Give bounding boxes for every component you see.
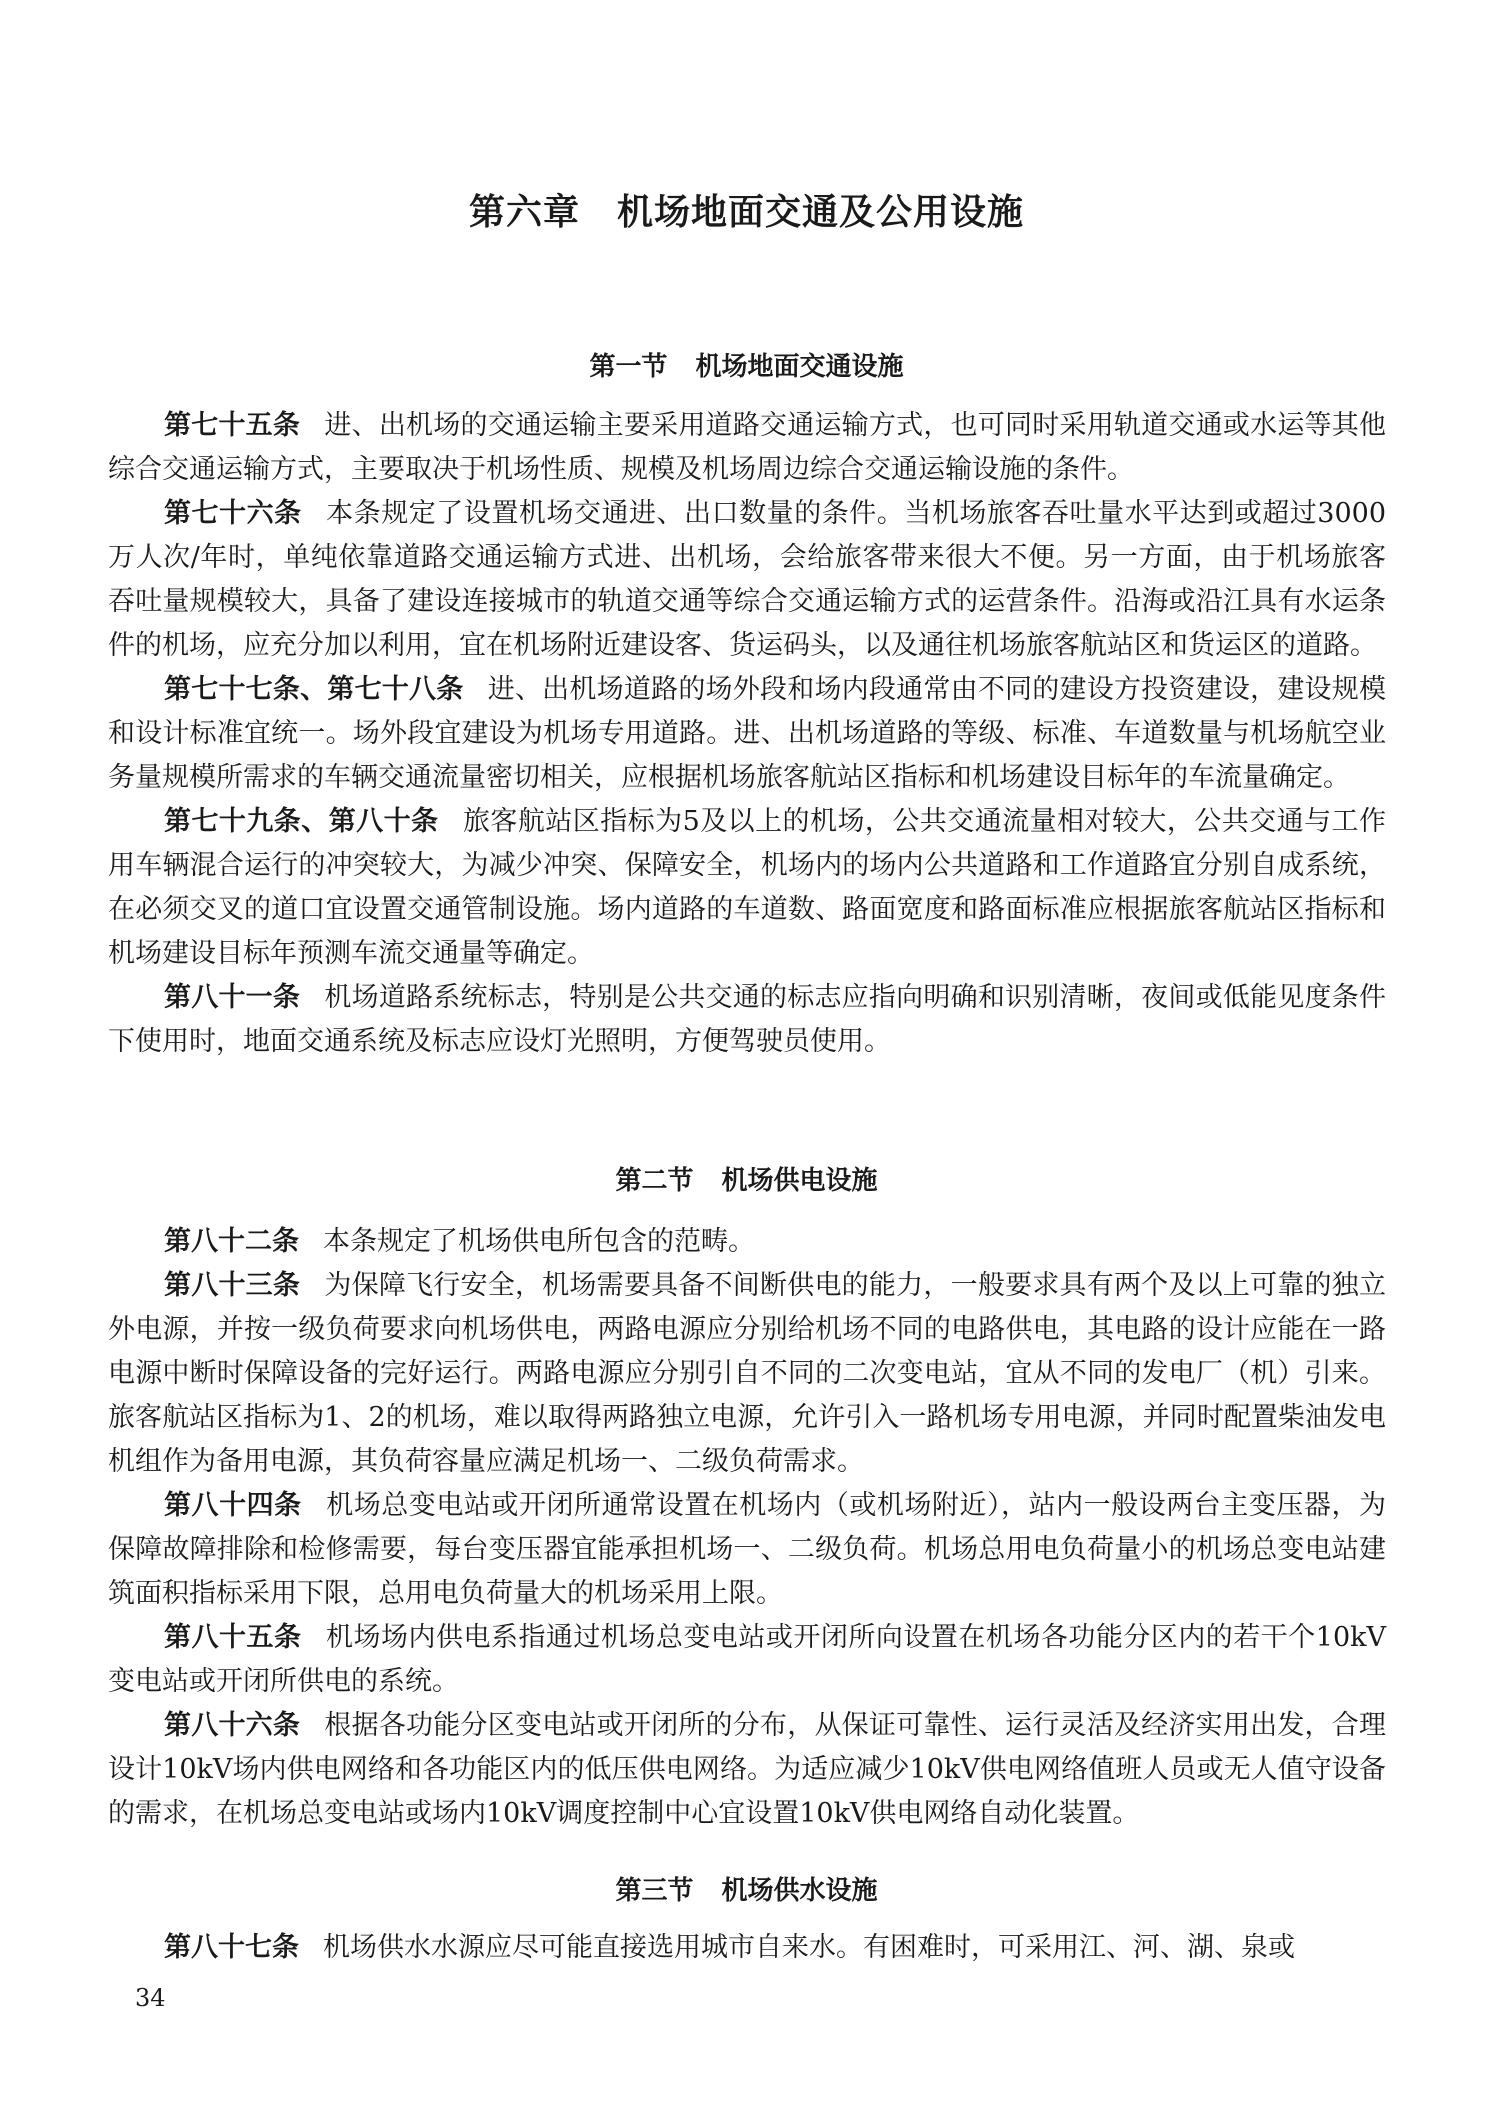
article-paragraph [108,1704,1386,1836]
section-title [0,1870,1493,1907]
article-paragraph [108,1264,1386,1484]
article-label: 第七十六条 [164,498,302,529]
article-paragraph [108,1926,1386,1970]
article-paragraph [108,404,1386,492]
article-paragraph [108,1616,1386,1704]
section-number: 第三节 [615,1876,694,1906]
article-paragraph [108,800,1386,976]
section-number: 第二节 [615,1166,694,1196]
article-text: 进、出机场道路的场外段和场内段通常由不同的建设方投资建设，建设规模和设计标准宜统一。场外段宜建设为机场专用道路。进、出机场道路的等级、标准、车道数量与机场航空业务量规模所需求的车辆交通流量密切相关，应根据机场旅客航站区指标和机场建设目标年的车流量确定。 [108,674,1386,793]
article-text: 旅客航站区指标为5及以上的机场，公共交通流量相对较大，公共交通与工作用车辆混合运行的冲突较大，为减少冲突、保障安全，机场内的场内公共道路和工作道路宜分别自成系统，在必须交叉的道口宜设置交通管制设施。场内道路的车道数、路面宽度和路面标准应根据旅客航站区指标和机场建设目标年预测车流交通量等确定。 [108,806,1387,969]
article-text: 为保障飞行安全，机场需要具备不间断供电的能力，一般要求具有两个及以上可靠的独立外电源，并按一级负荷要求向机场供电，两路电源应分别给机场不同的电路供电，其电路的设计应能在一路电源中断时保障设备的完好运行。两路电源应分别引自不同的二次变电站，宜从不同的发电厂（机）引来。旅客航站区指标为1、2的机场，难以取得两路独立电源，允许引入一路机场专用电源，并同时配置柴油发电机组作为备用电源，其负荷容量应满足机场一、二级负荷需求。 [108,1270,1387,1477]
article-label: 第八十五条 [164,1622,302,1653]
article-label: 第八十六条 [164,1710,301,1741]
section-body [108,404,1386,1064]
section-body [108,1926,1386,1970]
article-label: 第八十七条 [164,1932,299,1963]
article-text: 根据各功能分区变电站或开闭所的分布，从保证可靠性、运行灵活及经济实用出发，合理设计10kV场内供电网络和各功能区内的低压供电网络。为适应减少10kV供电网络值班人员或无人值守设备的需求，在机场总变电站或场内10kV调度控制中心宜设置10kV供电网络自动化装置。 [108,1710,1387,1829]
article-paragraph [108,976,1386,1064]
chapter-title: 第六章 机场地面交通及公用设施 [468,192,1024,233]
article-text: 机场场内供电系指通过机场总变电站或开闭所向设置在机场各功能分区内的若干个10kV变电站或开闭所供电的系统。 [108,1622,1387,1697]
article-text: 机场供水水源应尽可能直接选用城市自来水。有困难时，可采用江、河、湖、泉或 [323,1932,1295,1963]
article-paragraph [108,492,1386,668]
section-title [0,1160,1493,1197]
article-paragraph [108,1220,1386,1264]
article-label: 第八十一条 [164,982,301,1013]
article-paragraph [108,668,1386,800]
article-label: 第七十九条、第八十条 [164,806,439,837]
article-label: 第八十二条 [164,1226,299,1257]
article-text: 进、出机场的交通运输主要采用道路交通运输方式，也可同时采用轨道交通或水运等其他综合交通运输方式，主要取决于机场性质、规模及机场周边综合交通运输设施的条件。 [108,410,1387,485]
section-heading: 机场供水设施 [721,1876,878,1906]
section-number: 第一节 [589,352,668,382]
article-text: 机场道路系统标志，特别是公共交通的标志应指向明确和识别清晰，夜间或低能见度条件下使用时，地面交通系统及标志应设灯光照明，方便驾驶员使用。 [108,982,1387,1057]
section-heading: 机场供电设施 [721,1166,878,1196]
article-label: 第八十四条 [164,1490,302,1521]
article-label: 第八十三条 [164,1270,301,1301]
page-number: 34 [135,1984,166,2012]
article-paragraph [108,1484,1386,1616]
article-text: 机场总变电站或开闭所通常设置在机场内（或机场附近），站内一般设两台主变压器，为保障故障排除和检修需要，每台变压器宜能承担机场一、二级负荷。机场总用电负荷量小的机场总变电站建筑面积指标采用下限，总用电负荷量大的机场采用上限。 [108,1490,1386,1609]
section-heading: 机场地面交通设施 [695,352,904,382]
article-text: 本条规定了设置机场交通进、出口数量的条件。当机场旅客吞吐量水平达到或超过3000万人次/年时，单纯依靠道路交通运输方式进、出机场，会给旅客带来很大不便。另一方面，由于机场旅客吞吐量规模较大，具备了建设连接城市的轨道交通等综合交通运输方式的运营条件。沿海或沿江具有水运条件的机场，应充分加以利用，宜在机场附近建设客、货运码头，以及通往机场旅客航站区和货运区的道路。 [108,498,1386,661]
article-label: 第七十五条 [164,410,301,441]
section-body [108,1220,1386,1836]
section-title [0,346,1493,383]
article-label: 第七十七条、第七十八条 [164,674,464,705]
article-text: 本条规定了机场供电所包含的范畴。 [323,1226,755,1257]
